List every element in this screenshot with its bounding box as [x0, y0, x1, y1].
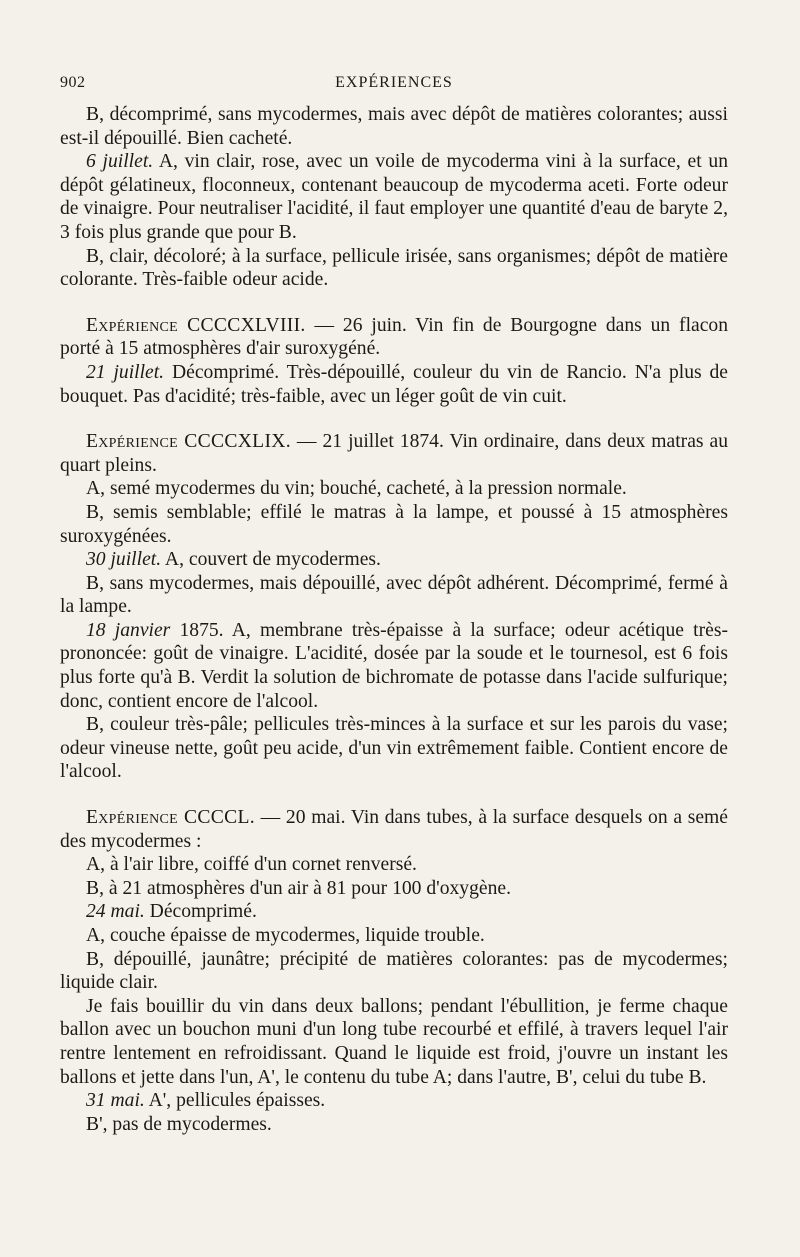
paragraph: B, clair, décoloré; à la surface, pellicule irisée, sans organismes; dépôt de matière colorante. Très-faible odeur acide. — [60, 245, 728, 291]
paragraph: B, à 21 atmosphères d'un air à 81 pour 100 d'oxygène. — [86, 877, 511, 899]
paragraph: 21 juillet. Décomprimé. Très-dépouillé, couleur du vin de Rancio. N'a plus de bouquet. Pas d'acidité; très-faible, avec un léger goût de vin cuit. — [60, 361, 728, 407]
paragraph: 6 juillet. A, vin clair, rose, avec un voile de mycoderma vini à la surface, et un dépôt gélatineux, floconneux, contenant beaucoup de mycoderma aceti. Forte odeur de vinaigre. Pour neutraliser l'acidité, il faut employer une quantité d'eau de baryte 2, 3 fois plus grande que pour B. — [60, 151, 728, 243]
experiment-heading: Expérience CCCCL. — 20 mai. Vin dans tubes, à la surface desquels on a semé des mycodermes : — [60, 807, 728, 852]
experiment-heading: Expérience CCCCXLVIII. — 26 juin. Vin fin de Bourgogne dans un flacon porté à 15 atmosphères d'air suroxygéné. — [60, 314, 728, 360]
experiment-label: Expérience CCCCXLIX. — [86, 431, 291, 453]
experiment-label: Expérience CCCCXLVIII. — [86, 314, 306, 336]
paragraph: 24 mai. Décomprimé. — [86, 901, 257, 923]
date: 6 juillet. — [86, 151, 154, 173]
date: 24 mai. — [86, 901, 145, 923]
page-header — [60, 74, 728, 98]
experiment-label: Expérience CCCCL. — [86, 807, 255, 829]
paragraph: A, à l'air libre, coiffé d'un cornet renversé. — [86, 854, 417, 876]
paragraph: A, couche épaisse de mycodermes, liquide trouble. — [86, 925, 485, 946]
date: 31 mai. — [86, 1090, 145, 1112]
date: 18 janvier — [86, 619, 171, 641]
paragraph: B, couleur très-pâle; pellicules très-minces à la surface et sur les parois du vase; odeur vineuse nette, goût peu acide, d'un vin extrêmement faible. Contient encore de l'alcool. — [60, 714, 728, 783]
paragraph: 18 janvier 1875. A, membrane très-épaisse à la surface; odeur acétique très-prononcée: goût de vinaigre. L'acidité, dosée par la soude et le tournesol, est 6 fois plus forte qu'à B. Verdit la solution de bichromate de potasse dans l'acide sulfurique; donc, contient encore de l'alcool. — [60, 619, 728, 712]
paragraph: Je fais bouillir du vin dans deux ballons; pendant l'ébullition, je ferme chaque ballon avec un bouchon muni d'un long tube recourbé et effilé, à travers lequel l'air rentre lentement en refroidissant. Quand le liquide est froid, j'ouvre un instant les ballons et jette dans l'un, A', le contenu du tube A; dans l'autre, B', celui du tube B. — [60, 995, 728, 1088]
page-number: 902 — [60, 74, 86, 91]
paragraph: 30 juillet. A, couvert de mycodermes. — [86, 549, 381, 571]
experiment-heading: Expérience CCCCXLIX. — 21 juillet 1874. Vin ordinaire, dans deux matras au quart pleins. — [60, 431, 728, 476]
paragraph: B, sans mycodermes, mais dépouillé, avec dépôt adhérent. Décomprimé, fermé à la lampe. — [60, 572, 728, 618]
date: 21 juillet. — [86, 361, 165, 383]
paragraph: B', pas de mycodermes. — [86, 1113, 272, 1135]
paragraph: 31 mai. A', pellicules épaisses. — [86, 1090, 326, 1112]
body-text — [60, 103, 728, 1136]
paragraph: B, dépouillé, jaunâtre; précipité de matières colorantes: pas de mycodermes; liquide clair. — [60, 948, 728, 994]
paragraph: A, semé mycodermes du vin; bouché, cacheté, à la pression normale. — [86, 478, 627, 500]
paragraph: B, décomprimé, sans mycodermes, mais avec dépôt de matières colorantes; aussi est-il dépouillé. Bien cacheté. — [60, 104, 728, 149]
paragraph: B, semis semblable; effilé le matras à la lampe, et poussé à 15 atmosphères suroxygénées. — [60, 501, 728, 547]
running-title: EXPÉRIENCES — [335, 74, 453, 91]
date: 30 juillet. — [86, 549, 162, 571]
